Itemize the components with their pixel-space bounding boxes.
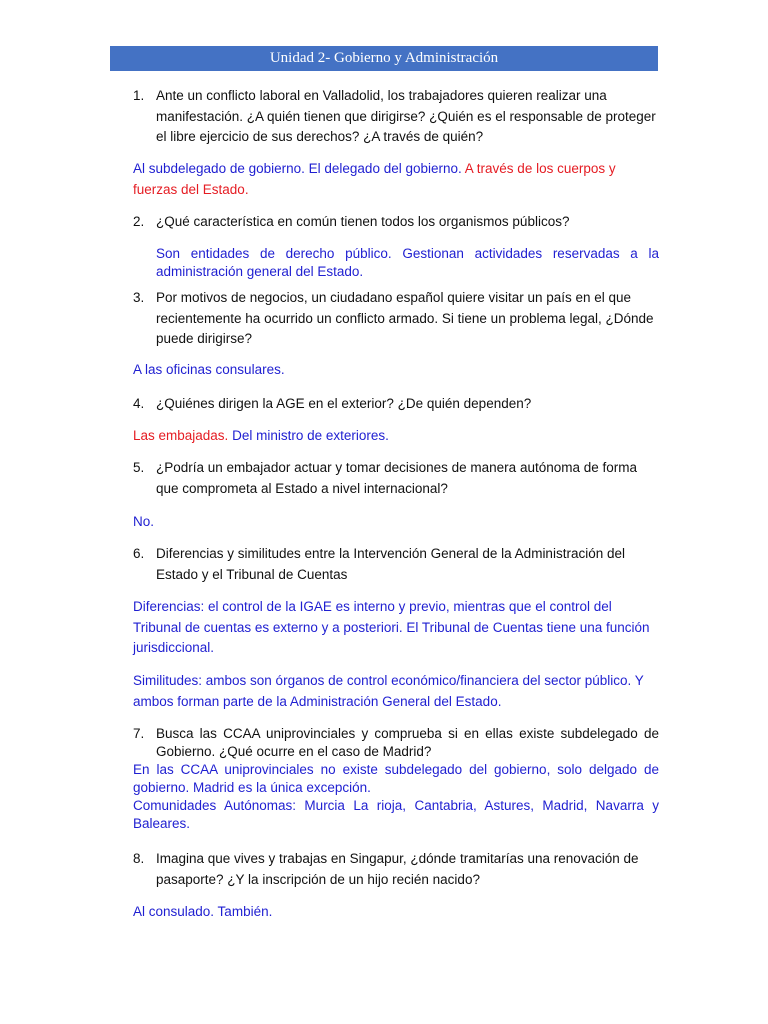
question-4 xyxy=(133,394,659,415)
question-text: Imagina que vives y trabajas en Singapur, ¿dónde tramitarías una renovación de pasaporte? ¿Y la inscripción de un hijo recién nacido? xyxy=(156,851,639,887)
question-7 xyxy=(133,725,659,761)
question-number: 1. xyxy=(133,88,145,103)
unit-header: Unidad 2- Gobierno y Administración xyxy=(110,46,658,71)
answer-3: A las oficinas consulares. xyxy=(133,362,285,377)
answer-red-text: A través de los cuerpos y fuerzas del Estado. xyxy=(133,161,616,197)
question-text: ¿Qué característica en común tienen todos los organismos públicos? xyxy=(156,214,570,229)
answer-7-list: Comunidades Autónomas: Murcia La rioja, Cantabria, Astures, Madrid, Navarra y Baleares. xyxy=(133,798,659,831)
question-number: 5. xyxy=(133,460,145,475)
answer-1 xyxy=(133,159,659,200)
answer-red-text: Las embajadas. xyxy=(133,428,229,443)
question-number: 6. xyxy=(133,546,145,561)
answer-6-differences: Diferencias: el control de la IGAE es interno y previo, mientras que el control del Tribunal de cuentas es externo y a posteriori. El Tribunal de Cuentas tiene una función jurisdiccional. xyxy=(133,599,650,655)
answer-8: Al consulado. También. xyxy=(133,904,273,919)
answer-blue-text: Del ministro de exteriores. xyxy=(232,428,389,443)
question-text: Por motivos de negocios, un ciudadano español quiere visitar un país en el que recientemente ha ocurrido un conflicto armado. Si tiene un problema legal, ¿Dónde puede dirigirse? xyxy=(156,290,654,346)
question-text: ¿Podría un embajador actuar y tomar decisiones de manera autónoma de forma que comprometa al Estado a nivel internacional? xyxy=(156,460,638,496)
question-number: 8. xyxy=(133,851,145,866)
question-5 xyxy=(133,458,659,499)
answer-7-text: En las CCAA uniprovinciales no existe subdelegado del gobierno, solo delgado de gobierno. Madrid es la única excepción. xyxy=(133,762,659,795)
answer-4 xyxy=(133,426,659,447)
question-text: Diferencias y similitudes entre la Intervención General de la Administración del Estado y el Tribunal de Cuentas xyxy=(156,546,625,582)
question-text: Busca las CCAA uniprovinciales y comprueba si en ellas existe subdelegado de Gobierno. ¿Qué ocurre en el caso de Madrid? xyxy=(156,726,659,759)
question-1 xyxy=(133,86,659,148)
answer-2: Son entidades de derecho público. Gestionan actividades reservadas a la administración general del Estado. xyxy=(156,246,659,279)
question-3 xyxy=(133,288,659,350)
question-number: 2. xyxy=(133,214,145,229)
question-number: 4. xyxy=(133,396,145,411)
answer-5: No. xyxy=(133,514,155,529)
question-number: 7. xyxy=(133,726,145,741)
answer-6-similarities: Similitudes: ambos son órganos de control económico/financiera del sector público. Y ambos forman parte de la Administración General del Estado. xyxy=(133,673,644,709)
question-2 xyxy=(133,212,659,233)
question-8 xyxy=(133,849,659,890)
question-6 xyxy=(133,544,659,585)
question-text: ¿Quiénes dirigen la AGE en el exterior? ¿De quién dependen? xyxy=(156,396,532,411)
question-number: 3. xyxy=(133,290,145,305)
question-text: Ante un conflicto laboral en Valladolid, los trabajadores quieren realizar una manifestación. ¿A quién tienen que dirigirse? ¿Quién es el responsable de proteger el libre ejercicio de sus derechos? ¿A través de quién? xyxy=(156,88,656,144)
answer-blue-text: Al subdelegado de gobierno. El delegado del gobierno. xyxy=(133,161,462,176)
